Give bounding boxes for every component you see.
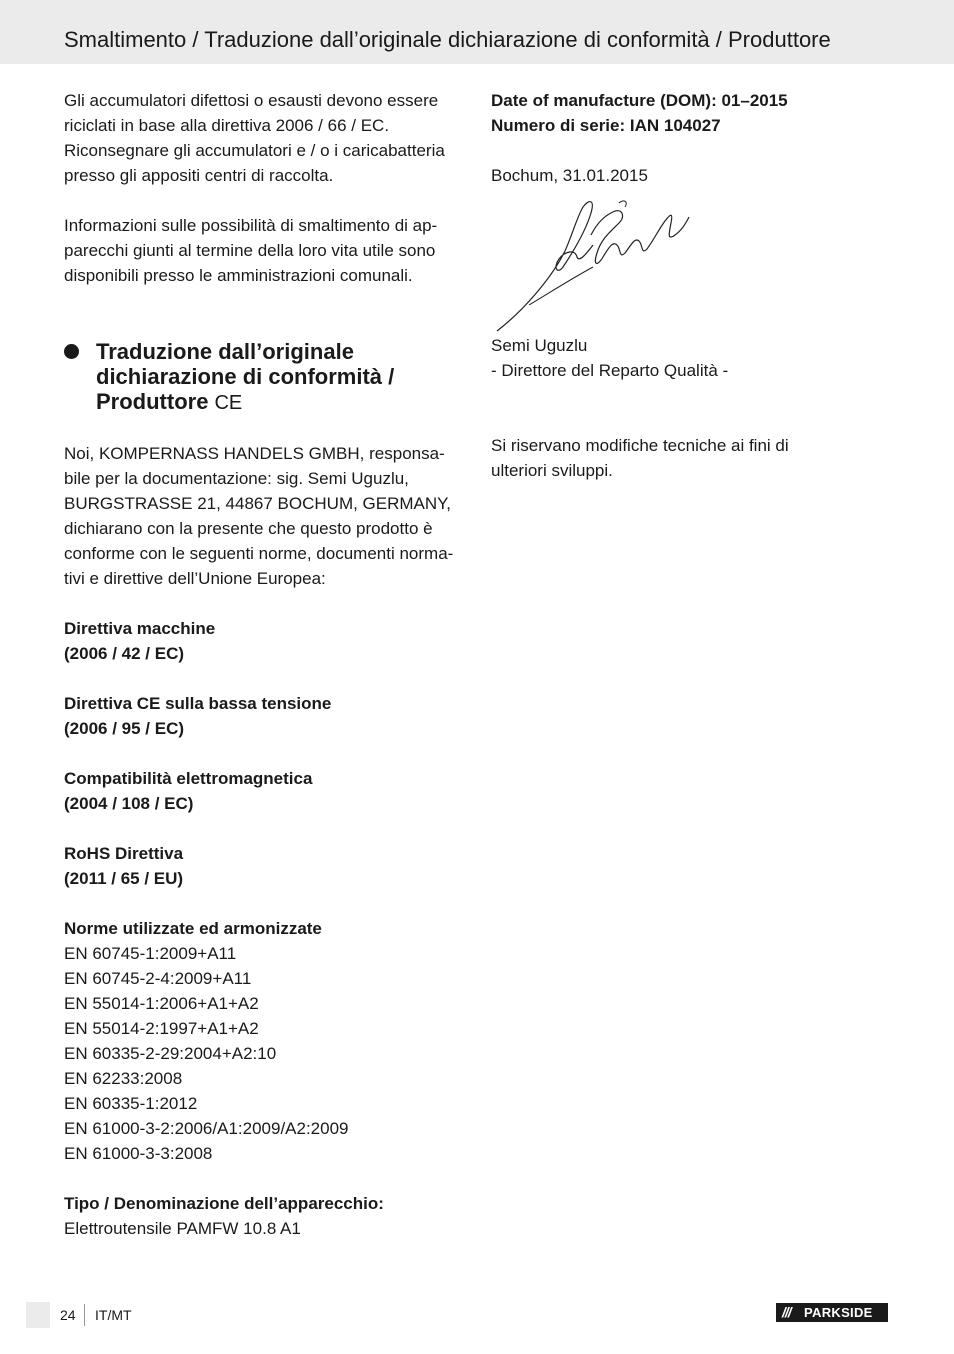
standard-item: EN 60335-1:2012 [64, 1094, 198, 1113]
footer-divider [84, 1304, 85, 1326]
standard-item: EN 55014-1:2006+A1+A2 [64, 994, 259, 1013]
page-title: Smaltimento / Traduzione dall’originale dichiarazione di conformità / Produttore [64, 27, 831, 52]
standard-item: EN 60745-2-4:2009+A11 [64, 969, 252, 988]
standard-item: EN 55014-2:1997+A1+A2 [64, 1019, 259, 1038]
disposal-paragraph-1: Gli accumulatori difettosi o esausti devono essere riciclati in base alla direttiva 2006 / 66 / EC. Riconsegnare gli accumulatori e / o i caricabatteria presso gli appositi centri di raccolta. [64, 91, 445, 185]
declaration-paragraph: Noi, KOMPERNASS HANDELS GMBH, responsa- bile per la documentazione: sig. Semi Uguzlu, BURGSTRASSE 21, 44867 BOCHUM, GERMANY, dichiarano con la presente che questo prodotto è conforme con le seguenti norme, documenti norma- tivi e direttive dell’Unione Europea: [64, 444, 454, 588]
footer-page-marker [26, 1302, 50, 1328]
logo-stripes-icon: /// [782, 1304, 791, 1320]
signature-image [493, 193, 693, 333]
signer-role: - Direttore del Reparto Qualità - [491, 361, 729, 380]
brand-logo [776, 1303, 888, 1322]
left-column [64, 88, 464, 1241]
language-code: IT/MT [95, 1307, 132, 1323]
standard-item: EN 60335-2-29:2004+A2:10 [64, 1044, 277, 1063]
manufacture-info [491, 88, 891, 138]
directive-low-voltage: Direttiva CE sulla bassa tensione (2006 / 95 / EC) [64, 694, 332, 738]
right-column [491, 88, 891, 483]
standards-block [64, 916, 464, 1166]
brand-name: PARKSIDE [804, 1305, 873, 1320]
page-header [0, 0, 954, 64]
place-date: Bochum, 31.01.2015 [491, 166, 648, 185]
directive-emc: Compatibilità elettromagnetica (2004 / 108 / EC) [64, 769, 313, 813]
disposal-paragraph-2: Informazioni sulle possibilità di smaltimento di ap- parecchi giunti al termine della loro vita utile sono disponibili presso le amministrazioni comunali. [64, 216, 438, 285]
page-number: 24 [60, 1307, 76, 1323]
standard-item: EN 60745-1:2009+A11 [64, 944, 237, 963]
standards-title: Norme utilizzate ed armonizzate [64, 919, 322, 938]
section-heading-declaration: Traduzione dall’originale dichiarazione di conformità / Produttore CE [64, 339, 464, 416]
serial-number: Numero di serie: IAN 104027 [491, 116, 721, 135]
directive-machines: Direttiva macchine (2006 / 42 / EC) [64, 619, 216, 663]
date-of-manufacture: Date of manufacture (DOM): 01–2015 [491, 91, 788, 110]
standard-item: EN 61000-3-3:2008 [64, 1144, 213, 1163]
directive-rohs: RoHS Direttiva (2011 / 65 / EU) [64, 844, 184, 888]
ce-mark-icon: CE [214, 392, 243, 414]
bullet-icon [64, 344, 79, 359]
signer-block [491, 333, 891, 383]
standard-item: EN 62233:2008 [64, 1069, 183, 1088]
technical-changes-note: Si riservano modifiche tecniche ai fini di ulteriori sviluppi. [491, 436, 789, 480]
standard-item: EN 61000-3-2:2006/A1:2009/A2:2009 [64, 1119, 349, 1138]
device-title: Tipo / Denominazione dell’apparecchio: [64, 1194, 384, 1213]
signer-name: Semi Uguzlu [491, 336, 588, 355]
device-name: Elettroutensile PAMFW 10.8 A1 [64, 1219, 301, 1238]
device-block [64, 1191, 464, 1241]
